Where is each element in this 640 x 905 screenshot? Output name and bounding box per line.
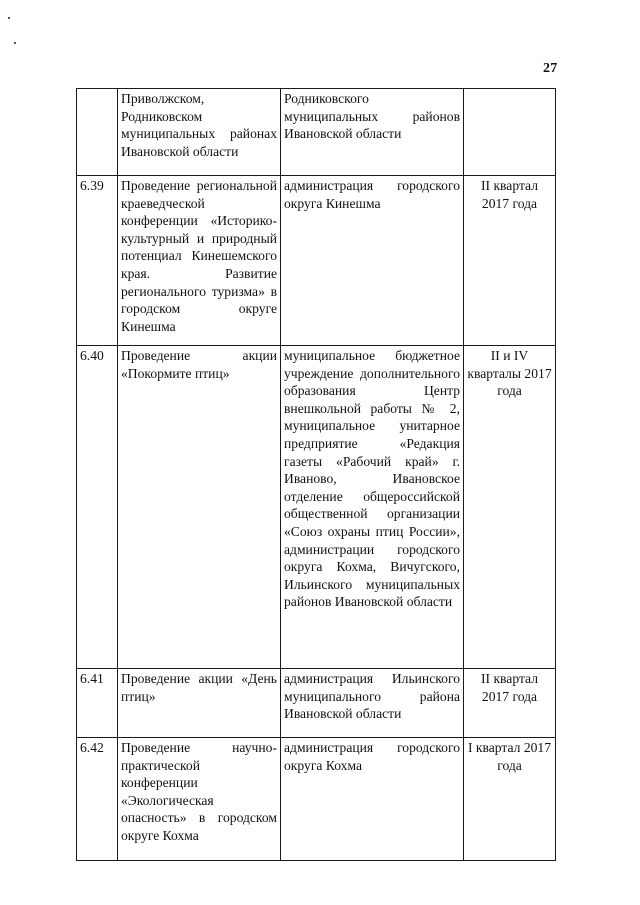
row-number: [77, 89, 118, 176]
table-row: [77, 176, 556, 346]
term-cell: I квартал 2017 года: [464, 738, 556, 861]
term-cell: [464, 89, 556, 176]
event-cell: Приволжском, Родниковском муниципальных районах Ивановской области: [118, 89, 281, 176]
table-row: [77, 346, 556, 669]
event-cell: Проведение акции «День птиц»: [118, 669, 281, 738]
executor-cell: администрация городского округа Кохма: [281, 738, 464, 861]
table-row: [77, 738, 556, 861]
page-number: 27: [543, 61, 558, 76]
event-cell: Проведение региональной краеведческой конференции «Историко-культурный и природный потенциал Кинешемского края. Развитие регионального туризма» в городском округе Кинешма: [118, 176, 281, 346]
scan-dot-1: [8, 17, 10, 19]
events-table: [76, 88, 556, 861]
row-number: 6.42: [77, 738, 118, 861]
table-row: [77, 89, 556, 176]
scan-dot-2: [14, 42, 16, 44]
row-number: 6.39: [77, 176, 118, 346]
event-cell: Проведение научно-практической конференции «Экологическая опасность» в городском округе Кохма: [118, 738, 281, 861]
term-cell: II и IV кварталы 2017 года: [464, 346, 556, 669]
term-cell: II квартал 2017 года: [464, 669, 556, 738]
event-cell: Проведение акции «Покормите птиц»: [118, 346, 281, 669]
executor-cell: Родниковского муниципальных районов Ивановской области: [281, 89, 464, 176]
executor-cell: администрация Ильинского муниципального района Ивановской области: [281, 669, 464, 738]
table-row: [77, 669, 556, 738]
executor-cell: муниципальное бюджетное учреждение дополнительного образования Центр внешкольной работы № 2, муниципальное унитарное предприятие «Редакция газеты «Рабочий край» г. Иваново, Ивановское отделение общероссийской общественной организации «Союз охраны птиц России», администрации городского округа Кохма, Вичугского, Ильинского муниципальных районов Ивановской области: [281, 346, 464, 669]
row-number: 6.40: [77, 346, 118, 669]
row-number: 6.41: [77, 669, 118, 738]
executor-cell: администрация городского округа Кинешма: [281, 176, 464, 346]
term-cell: II квартал 2017 года: [464, 176, 556, 346]
